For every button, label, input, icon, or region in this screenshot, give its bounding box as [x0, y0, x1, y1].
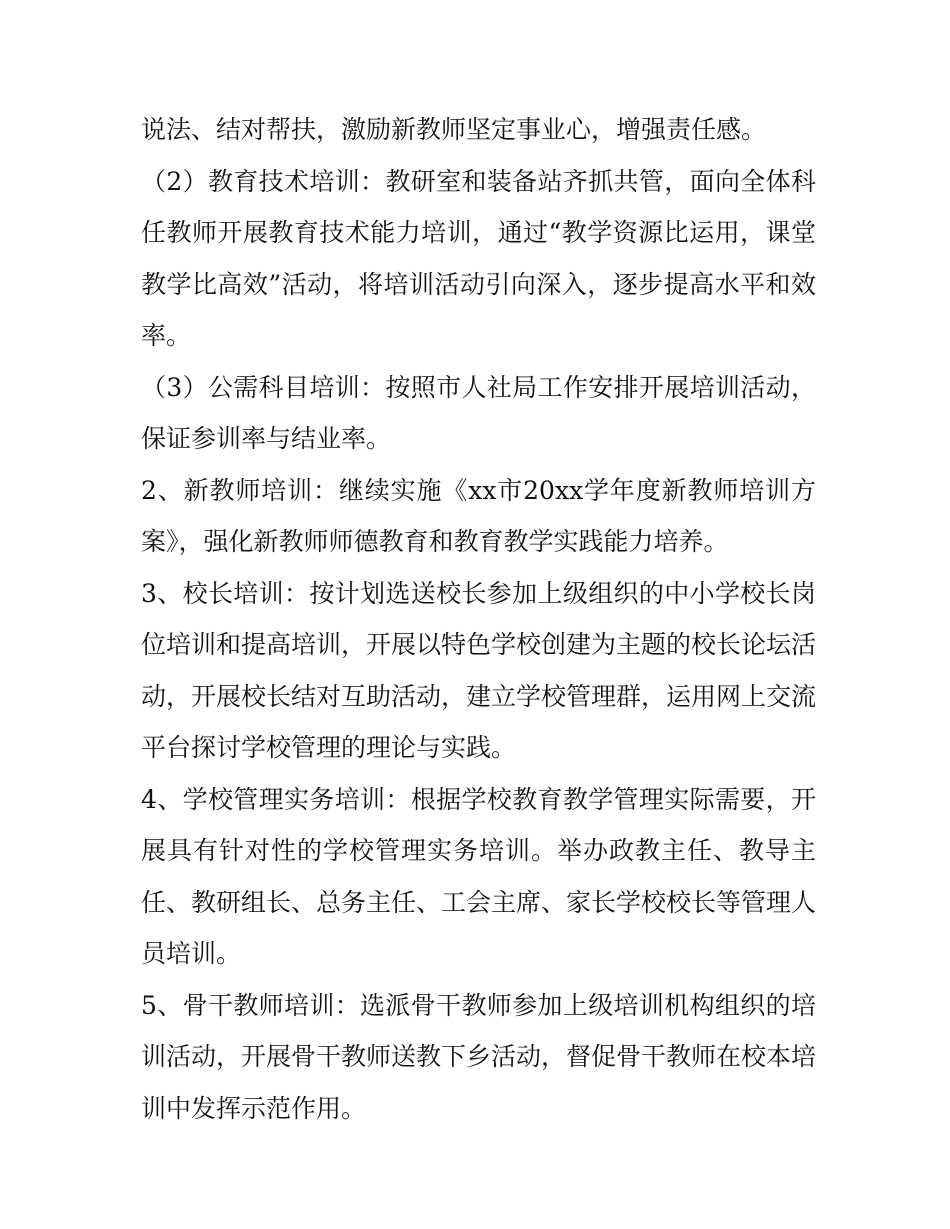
document-body — [141, 104, 816, 1134]
paragraph-key-teacher-training: 5、骨干教师培训：选派骨干教师参加上级培训机构组织的培训活动，开展骨干教师送教下乡活动，督促骨干教师在校本培训中发挥示范作用。 — [141, 990, 817, 1123]
paragraph-education-technology-training: （2）教育技术培训：教研室和装备站齐抓共管，面向全体科任教师开展教育技术能力培训，通过“教学资源比运用，课堂教学比高效”活动，将培训活动引向深入，逐步提高水平和效率。 — [141, 166, 816, 350]
paragraph-principal-training: 3、校长培训：按计划选送校长参加上级组织的中小学校长岗位培训和提高培训，开展以特色学校创建为主题的校长论坛活动，开展校长结对互助活动，建立学校管理群，运用网上交流平台探讨学校管理的理论与实践。 — [141, 578, 817, 762]
paragraph-continuation: 说法、结对帮扶，激励新教师坚定事业心，增强责任感。 — [141, 115, 767, 144]
paragraph-school-management-training: 4、学校管理实务培训：根据学校教育教学管理实际需要，开展具有针对性的学校管理实务培训。举办政教主任、教导主任、教研组长、总务主任、工会主席、家长学校校长等管理人员培训。 — [141, 784, 817, 968]
paragraph-public-subject-training: （3）公需科目培训：按照市人社局工作安排开展培训活动，保证参训率与结业率。 — [141, 372, 816, 453]
paragraph-new-teacher-training: 2、新教师培训：继续实施《xx市20xx学年度新教师培训方案》，强化新教师师德教育和教育教学实践能力培养。 — [141, 475, 816, 556]
